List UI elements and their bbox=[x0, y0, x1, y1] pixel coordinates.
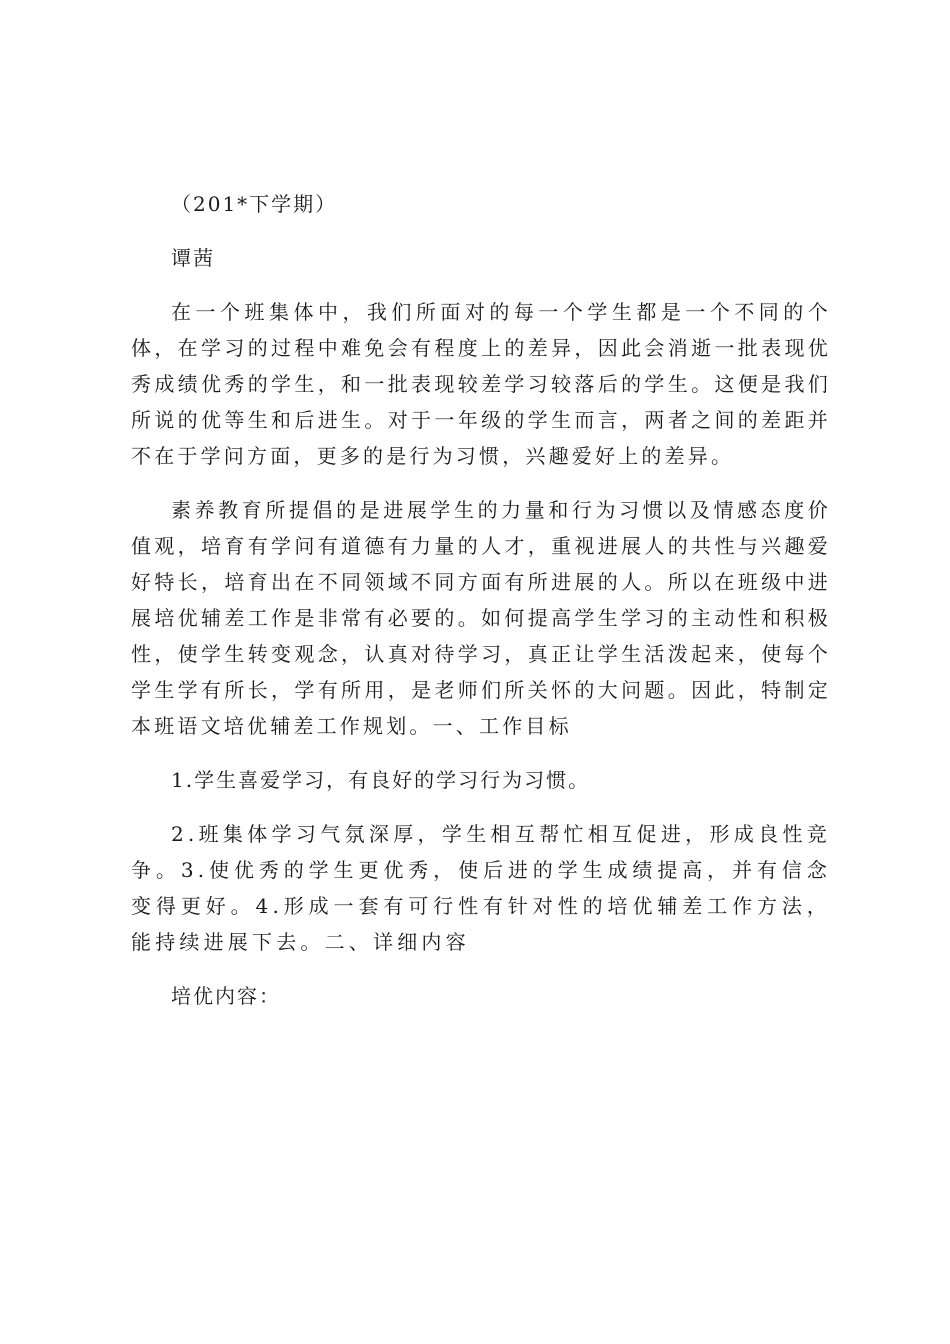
paragraph-goals-2-4: 2.班集体学习气氛深厚，学生相互帮忙相互促进，形成良性竞争。3.使优秀的学生更优秀，使后进的学生成绩提高，并有信念变得更好。4.形成一套有可行性有针对性的培优辅差工作方法，能持续进展下去。二、详细内容 bbox=[131, 822, 831, 954]
paragraph-content-heading: 培优内容： bbox=[171, 984, 281, 1008]
document-body bbox=[131, 186, 831, 1032]
author-name: 谭茜 bbox=[171, 246, 215, 270]
semester-label: （201*下学期） bbox=[171, 192, 338, 216]
paragraph-rationale: 素养教育所提倡的是进展学生的力量和行为习惯以及情感态度价值观，培育有学问有道德有力量的人才，重视进展人的共性与兴趣爱好特长，培育出在不同领域不同方面有所进展的人。所以在班级中进展培优辅差工作是非常有必要的。如何提高学生学习的主动性和积极性，使学生转变观念，认真对待学习，真正让学生活泼起来，使每个学生学有所长，学有所用，是老师们所关怀的大问题。因此，特制定本班语文培优辅差工作规划。一、工作目标 bbox=[131, 498, 831, 738]
paragraph-goal-1: 1.学生喜爱学习，有良好的学习行为习惯。 bbox=[171, 768, 591, 792]
paragraph-intro: 在一个班集体中，我们所面对的每一个学生都是一个不同的个体，在学习的过程中难免会有程度上的差异，因此会消逝一批表现优秀成绩优秀的学生，和一批表现较差学习较落后的学生。这便是我们所说的优等生和后进生。对于一年级的学生而言，两者之间的差距并不在于学问方面，更多的是行为习惯，兴趣爱好上的差异。 bbox=[131, 300, 831, 468]
